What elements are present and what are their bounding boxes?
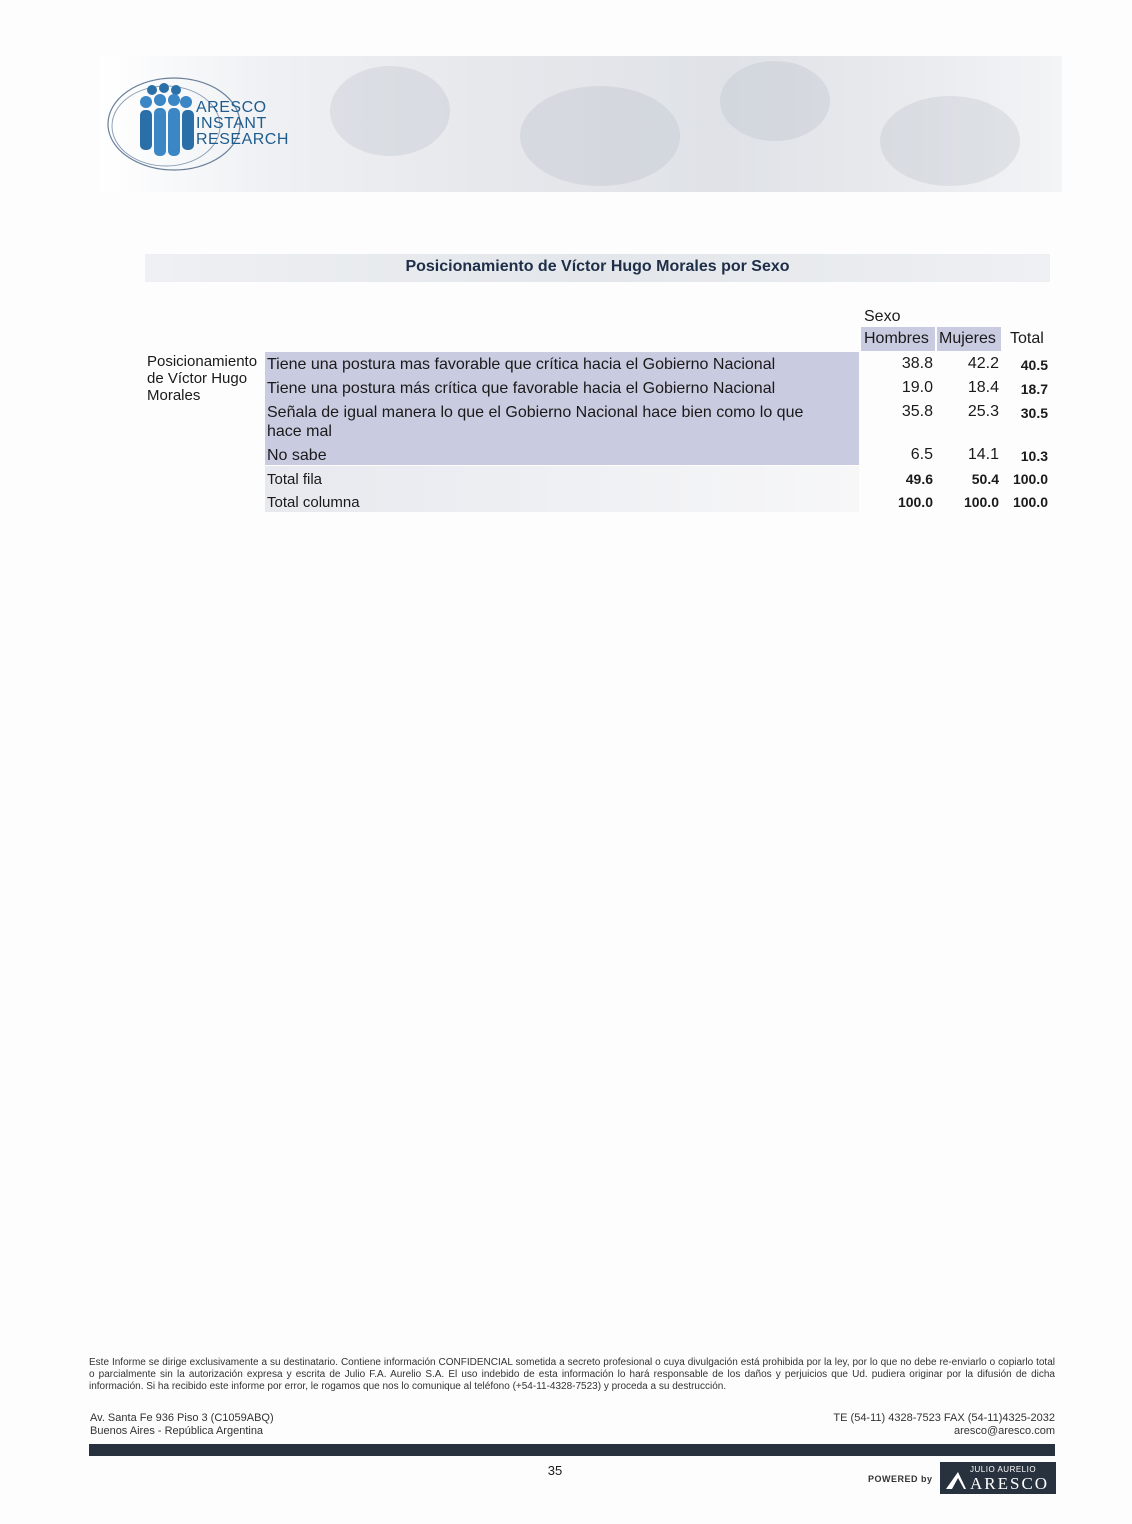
total-columna-mujeres: 100.0 — [963, 494, 999, 510]
contact-block — [833, 1412, 1055, 1438]
total-columna-total: 100.0 — [1012, 494, 1048, 510]
total-fila-hombres: 49.6 — [905, 471, 933, 487]
phone-fax: TE (54-11) 4328-7523 FAX (54-11)4325-2032 — [833, 1412, 1055, 1424]
cell-total-4: 10.3 — [1020, 448, 1048, 464]
total-fila-total: 100.0 — [1012, 471, 1048, 487]
col-header-total: Total — [1010, 330, 1044, 347]
row-label-2: Tiene una postura más crítica que favorable hacia el Gobierno Nacional — [267, 380, 776, 397]
total-fila-label: Total fila — [267, 471, 323, 488]
row-label-3: Señala de igual manera lo que el Gobierno Nacional hace bien como lo que hace mal — [267, 404, 804, 440]
cell-total-1: 40.5 — [1020, 357, 1048, 373]
cell-mujeres-2: 18.4 — [967, 379, 999, 396]
page-title: Posicionamiento de Víctor Hugo Morales por Sexo — [405, 258, 790, 275]
aresco-brand-logo — [940, 1462, 1056, 1494]
confidentiality-notice: Este Informe se dirige exclusivamente a su destinatario. Contiene información CONFIDENCIAL sometida a secreto profesional o cuya divulgación está prohibida por la ley, por lo que no debe re-enviarlo o copiarlo total o parcialmente sin la autorización expresa y escrita de Julio F.A. Aurelio S.A. El uso indebido de esta información lo hará responsable de los daños y perjuicios que Ud. pudiera originar por la difusión de dicha información. Si ha recibido este informe por error, le rogamos que nos lo comunique al teléfono (+54-11-4328-7523) y proceda a su destrucción. — [89, 1357, 1055, 1392]
address-line-1: Av. Santa Fe 936 Piso 3 (C1059ABQ) — [90, 1412, 274, 1424]
brand-small-text: JULIO AURELIO — [970, 1465, 1037, 1474]
page-number: 35 — [547, 1463, 563, 1478]
cell-total-2: 18.7 — [1020, 381, 1048, 397]
cell-hombres-4: 6.5 — [910, 446, 933, 463]
cell-hombres-1: 38.8 — [901, 355, 933, 372]
cell-mujeres-4: 14.1 — [967, 446, 999, 463]
cell-hombres-3: 35.8 — [901, 403, 933, 420]
brand-big-text: ARESCO — [970, 1474, 1050, 1493]
cell-hombres-2: 19.0 — [901, 379, 933, 396]
total-fila-mujeres: 50.4 — [971, 471, 999, 487]
aresco-triangle-icon — [944, 1470, 968, 1490]
row-group-label: Posicionamiento de Víctor Hugo Morales — [147, 353, 258, 404]
footer-bar — [89, 1444, 1055, 1456]
cell-total-3: 30.5 — [1020, 405, 1048, 421]
row-label-1: Tiene una postura mas favorable que crítica hacia el Gobierno Nacional — [267, 356, 776, 373]
row-label-4: No sabe — [267, 447, 327, 464]
email: aresco@aresco.com — [953, 1425, 1055, 1437]
address-block — [90, 1412, 274, 1438]
col-header-hombres: Hombres — [864, 330, 929, 347]
cell-mujeres-3: 25.3 — [967, 403, 999, 420]
group-header-sexo: Sexo — [864, 308, 901, 325]
total-columna-label: Total columna — [267, 494, 360, 511]
col-header-mujeres: Mujeres — [939, 330, 996, 347]
cell-mujeres-1: 42.2 — [967, 355, 999, 372]
total-columna-hombres: 100.0 — [897, 494, 933, 510]
powered-by: POWERED by — [868, 1474, 933, 1484]
address-line-2: Buenos Aires - República Argentina — [90, 1425, 264, 1437]
logo-text: ARESCO INSTANT RESEARCH — [196, 99, 289, 148]
